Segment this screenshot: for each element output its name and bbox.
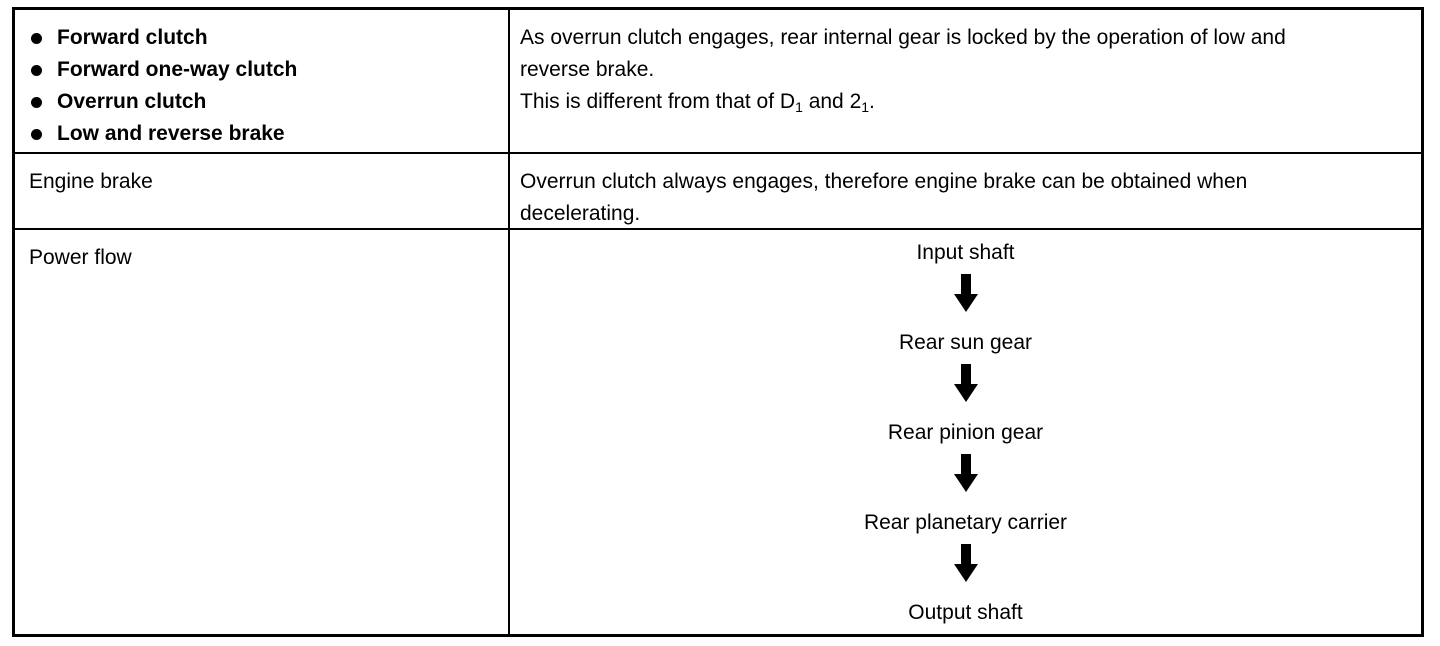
table-row — [15, 230, 1421, 634]
table-row — [15, 10, 1421, 154]
down-arrow-icon — [954, 544, 978, 582]
flow-step-output-shaft: Output shaft — [908, 601, 1023, 624]
component-table — [12, 7, 1424, 637]
description-line: This is different from that of $D_1$ and $2_1$. — [520, 90, 875, 115]
flow-step-rear-sun-gear: Rear sun gear — [898, 331, 1033, 354]
bullet-icon — [31, 97, 42, 108]
label-cell — [15, 154, 508, 228]
flow-step-input-shaft: Input shaft — [916, 241, 1015, 264]
description-line: Overrun clutch always engages, therefore engine brake can be obtained when — [520, 170, 1248, 193]
list-item: Low and reverse brake — [29, 118, 508, 150]
list-item: Forward one-way clutch — [29, 54, 508, 86]
down-arrow-icon — [954, 364, 978, 402]
down-arrow-icon — [954, 454, 978, 492]
bullet-icon — [31, 33, 42, 44]
component-list — [29, 22, 508, 150]
description-cell — [510, 10, 1421, 152]
row-label: Power flow — [29, 246, 132, 269]
down-arrow-icon — [954, 274, 978, 312]
description-line: decelerating. — [520, 202, 641, 225]
flow-step-rear-pinion-gear: Rear pinion gear — [887, 421, 1044, 444]
description-cell — [510, 154, 1421, 228]
components-cell — [15, 10, 508, 152]
power-flow-diagram — [510, 230, 1421, 634]
list-item: Forward clutch — [29, 22, 508, 54]
bullet-icon — [31, 65, 42, 76]
table-row — [15, 154, 1421, 230]
bullet-icon — [31, 129, 42, 140]
description-line: reverse brake. — [520, 58, 655, 81]
flow-step-rear-planetary-carrier: Rear planetary carrier — [863, 511, 1068, 534]
row-label: Engine brake — [29, 170, 153, 193]
label-cell — [15, 230, 508, 634]
list-item: Overrun clutch — [29, 86, 508, 118]
description-line: As overrun clutch engages, rear internal gear is locked by the operation of low and — [520, 26, 1286, 49]
